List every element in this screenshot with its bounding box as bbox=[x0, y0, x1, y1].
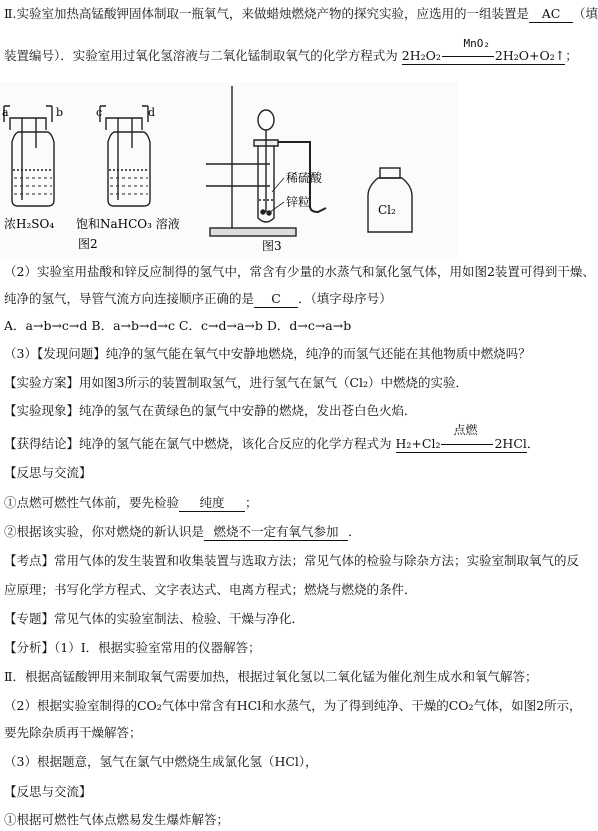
bottle-b-top: b bbox=[56, 106, 64, 119]
text: ①点燃可燃性气体前，要先检验 bbox=[4, 495, 180, 510]
text: ．（填字母序号） bbox=[298, 291, 392, 306]
text: 装置编号）．实验室用过氧化氢溶液与二氧化锰制取氧气的化学方程式为 bbox=[4, 48, 398, 63]
text: ②根据该实验，你对燃烧的新认识是 bbox=[4, 524, 205, 539]
reflect-1 bbox=[4, 495, 258, 512]
text: ； bbox=[245, 495, 258, 510]
analysis-7: ①根据可燃性气体点燃易发生爆炸解答； bbox=[4, 812, 230, 827]
eq-arrow bbox=[441, 444, 493, 445]
reflect-2 bbox=[4, 524, 361, 541]
text: 【获得结论】纯净的氢气能在氯气中燃烧，该化合反应的化学方程式为 bbox=[4, 436, 392, 451]
analysis-5: （3）根据题意，氢气在氯气中燃烧生成氯化氢（HCl）， bbox=[4, 754, 318, 769]
eq-arrow bbox=[442, 56, 494, 57]
eq-condition: MnO₂ bbox=[463, 37, 490, 50]
bottle-c-top: c bbox=[96, 106, 103, 119]
keypoint-line2: 应原理；书写化学方程式、文字表达式、电离方程式；燃烧与燃烧的条件． bbox=[4, 582, 417, 597]
analysis-2: Ⅱ．根据高锰酸钾用来制取氧气需要加热，根据过氧化氢以二氧化锰为催化剂生成水和氧气解答； bbox=[4, 669, 538, 684]
q3-conclusion bbox=[4, 423, 540, 453]
answer-blank: C bbox=[254, 291, 298, 308]
acid-label: 稀硫酸 bbox=[286, 171, 323, 185]
bottle2-label: 饱和NaHCO₃ 溶液 bbox=[76, 217, 180, 231]
text: ． bbox=[348, 524, 361, 539]
q2-part-line2 bbox=[4, 37, 578, 65]
analysis-6: 【反思与交流】 bbox=[4, 784, 92, 799]
keypoint-line1: 【考点】常用气体的发生装置和收集装置与选取方法；常见气体的检验与除杂方法；实验室制取氧气的反 bbox=[4, 553, 580, 568]
zinc-label: 锌粒 bbox=[286, 195, 311, 209]
q3-phenomenon: 【实验现象】纯净的氢气在黄绿色的氯气中安静的燃烧，发出苍白色火焰． bbox=[4, 403, 417, 418]
text: （填 bbox=[572, 6, 598, 21]
analysis-4: 要先除杂质再干燥解答； bbox=[4, 725, 142, 740]
bottle-a-top: a bbox=[2, 106, 9, 119]
cl2-label: Cl₂ bbox=[378, 203, 396, 217]
eq-right: 2HCl bbox=[494, 436, 527, 451]
text: Ⅱ.实验室加热高锰酸钾固体制取一瓶氧气，来做蜡烛燃烧产物的探究实验，应选用的一组装置是 bbox=[4, 6, 529, 21]
q2-line2 bbox=[4, 291, 392, 308]
answer-blank: AC bbox=[529, 6, 573, 23]
text: 纯净的氢气，导管气流方向连接顺序正确的是 bbox=[4, 291, 255, 306]
q2-part-line1 bbox=[4, 6, 598, 23]
analysis-3: （2）根据实验室制得的CO₂气体中常含有HCl和水蒸气，为了得到纯净、干燥的CO₂气体，如图2所示， bbox=[4, 698, 582, 713]
analysis-1: 【分析】（1）Ⅰ．根据实验室常用的仪器解答； bbox=[4, 640, 261, 655]
apparatus-figure bbox=[0, 82, 458, 260]
eq-left: H₂+Cl₂ bbox=[395, 436, 441, 451]
eq-left: 2H₂O₂ bbox=[401, 48, 441, 63]
equation-h2o2 bbox=[401, 37, 566, 65]
answer-blank: 燃烧不一定有氧气参加 bbox=[204, 524, 348, 541]
fig2-label: 图2 bbox=[78, 237, 98, 251]
text: ． bbox=[526, 436, 540, 451]
eq-condition: 点燃 bbox=[453, 423, 478, 437]
reflect-heading: 【反思与交流】 bbox=[4, 465, 92, 480]
q3-plan: 【实验方案】用如图3所示的装置制取氢气，进行氢气在氯气（Cl₂）中燃烧的实验． bbox=[4, 375, 469, 390]
q2-line1: （2）实验室用盐酸和锌反应制得的氢气中，常含有少量的水蒸气和氯化氢气体，用如图2装置可得到干燥、 bbox=[4, 264, 595, 279]
bottle-d-top: d bbox=[148, 106, 156, 119]
text: ； bbox=[565, 48, 578, 63]
eq-right: 2H₂O+O₂↑ bbox=[494, 48, 566, 63]
topic-line: 【专题】常见气体的实验室制法、检验、干燥与净化． bbox=[4, 611, 305, 626]
equation-hcl bbox=[395, 423, 527, 453]
answer-blank: 纯度 bbox=[179, 495, 245, 512]
q3-intro: （3）【发现问题】纯净的氢气能在氧气中安静地燃烧，纯净的而氢气还能在其他物质中燃烧吗？ bbox=[4, 346, 531, 361]
q2-options: A．a→b→c→d B．a→b→d→c C．c→d→a→b D．d→c→a→b bbox=[4, 318, 352, 333]
bottle1-label: 浓H₂SO₄ bbox=[4, 217, 55, 231]
fig3-label: 图3 bbox=[262, 239, 282, 253]
